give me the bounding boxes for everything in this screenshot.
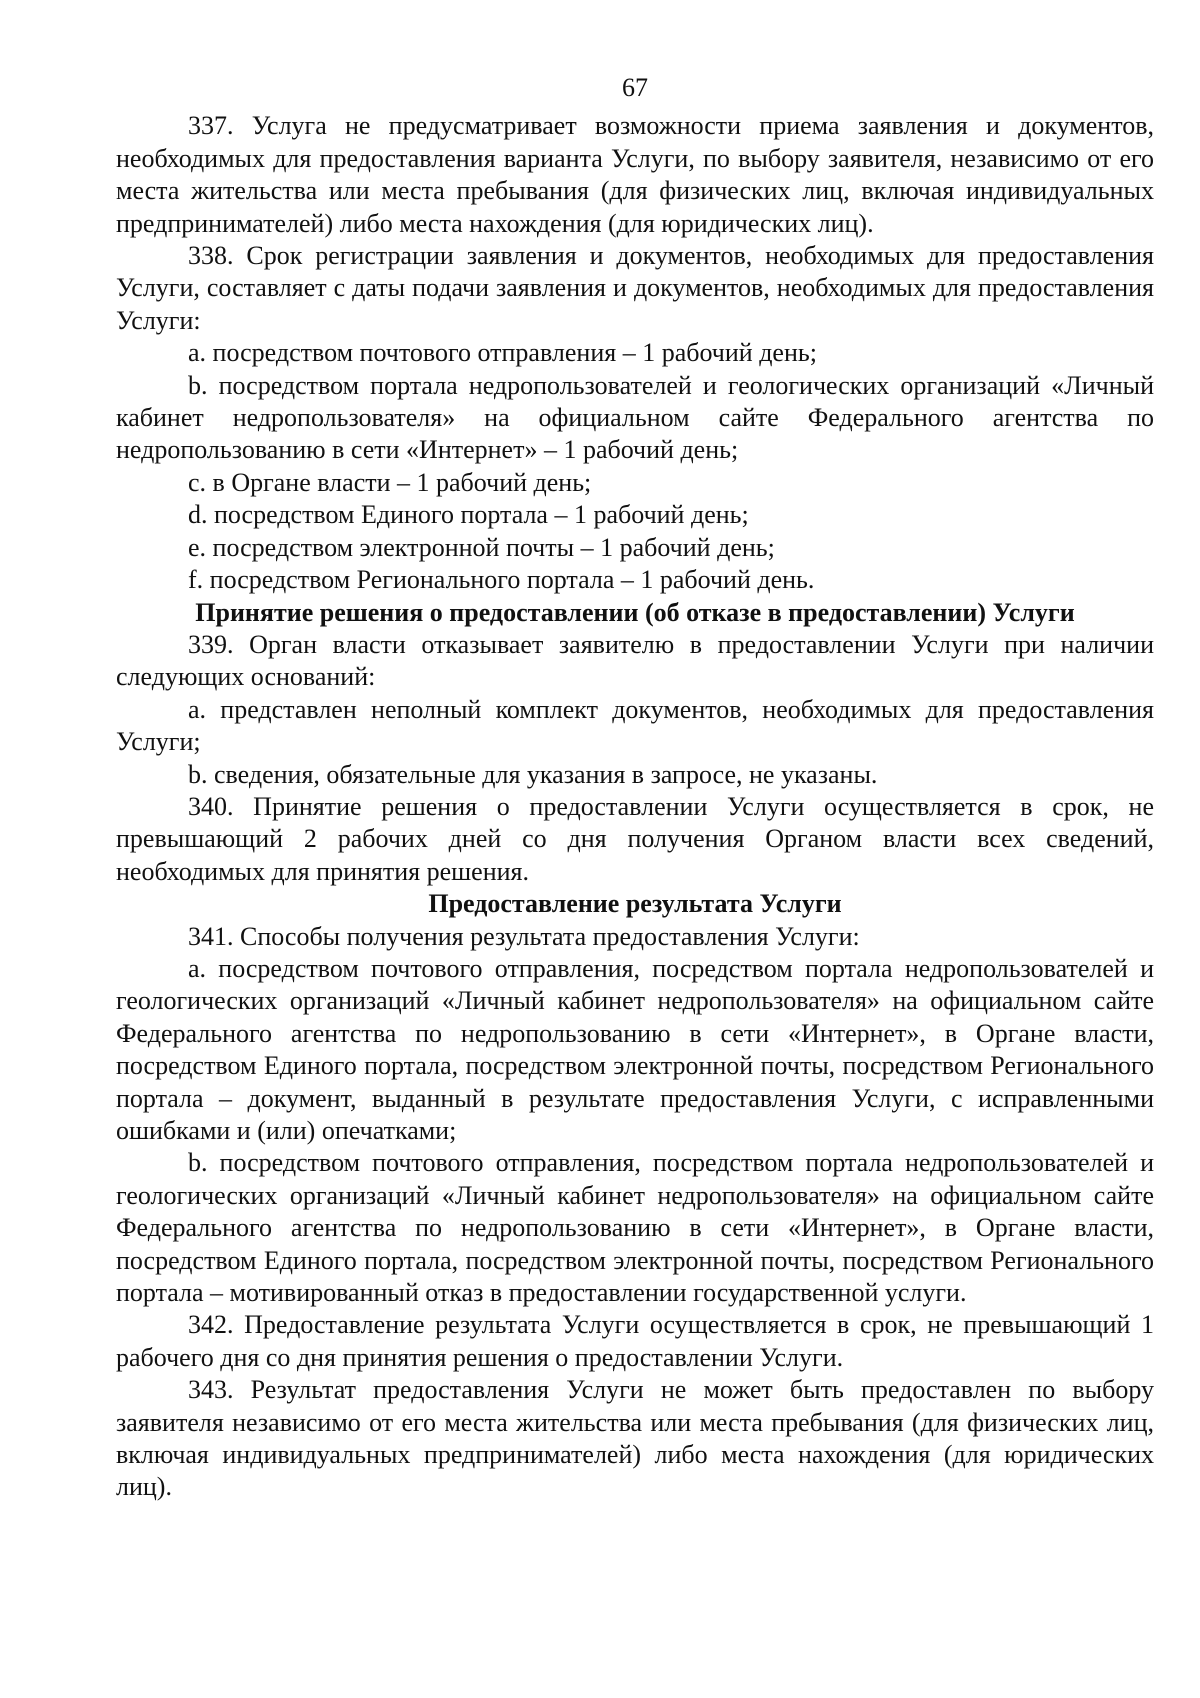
list-item-338-e: e. посредством электронной почты – 1 рабочий день;: [188, 532, 775, 562]
list-item-339-b: b. сведения, обязательные для указания в запросе, не указаны.: [188, 759, 878, 789]
list-item-338-a: a. посредством почтового отправления – 1 рабочий день;: [188, 338, 817, 368]
page-number: 67: [622, 73, 648, 102]
section-heading-decision: Принятие решения о предоставлении (об отказе в предоставлении) Услуги: [195, 597, 1075, 627]
section-heading-result: Предоставление результата Услуги: [428, 889, 842, 919]
paragraph-339: 339. Орган власти отказывает заявителю в предоставлении Услуги при наличии следующих оснований:: [116, 629, 1154, 692]
list-item-341-a: a. посредством почтового отправления, посредством портала недропользователей и геологических организаций «Личный кабинет недропользователя» на официальном сайте Федерального агентства по недропользованию в сети «Интернет», в Органе власти, посредством Единого портала, посредством электронной почты, посредством Регионального портала – документ, выданный в результате предоставления Услуги, с исправленными ошибками и (или) опечатками;: [116, 953, 1154, 1145]
list-item-341-b: b. посредством почтового отправления, посредством портала недропользователей и геологических организаций «Личный кабинет недропользователя» на официальном сайте Федерального агентства по недропользованию в сети «Интернет», в Органе власти, посредством Единого портала, посредством электронной почты, посредством Регионального портала – мотивированный отказ в предоставлении государственной услуги.: [116, 1148, 1154, 1308]
list-item-338-b: b. посредством портала недропользователей и геологических организаций «Личный кабинет недропользователя» на официальном сайте Федерального агентства по недропользованию в сети «Интернет» – 1 рабочий день;: [116, 370, 1154, 465]
paragraph-340: 340. Принятие решения о предоставлении Услуги осуществляется в срок, не превышающий 2 рабочих дней со дня получения Органом власти всех сведений, необходимых для принятия решения.: [116, 791, 1154, 886]
list-item-338-f: f. посредством Регионального портала – 1 рабочий день.: [188, 565, 815, 595]
paragraph-341: 341. Способы получения результата предоставления Услуги:: [188, 921, 860, 951]
paragraph-342: 342. Предоставление результата Услуги осуществляется в срок, не превышающий 1 рабочего дня со дня принятия решения о предоставлении Услуги.: [116, 1310, 1154, 1372]
paragraph-343: 343. Результат предоставления Услуги не может быть предоставлен по выбору заявителя независимо от его места жительства или места пребывания (для физических лиц, включая индивидуальных предпринимателей) либо места нахождения (для юридических лиц).: [116, 1375, 1154, 1502]
document-page: [116, 72, 1154, 1504]
list-item-338-d: d. посредством Единого портала – 1 рабочий день;: [188, 500, 749, 530]
paragraph-338: 338. Срок регистрации заявления и документов, необходимых для предоставления Услуги, составляет с даты подачи заявления и документов, необходимых для предоставления Услуги:: [116, 241, 1154, 335]
list-item-338-c: c. в Органе власти – 1 рабочий день;: [188, 467, 592, 497]
list-item-339-a: a. представлен неполный комплект документов, необходимых для предоставления Услуги;: [116, 694, 1154, 757]
paragraph-337: 337. Услуга не предусматривает возможности приема заявления и документов, необходимых для предоставления варианта Услуги, по выбору заявителя, независимо от его места жительства или места пребывания (для физических лиц, включая индивидуальных предпринимателей) либо места нахождения (для юридических лиц).: [116, 111, 1154, 238]
